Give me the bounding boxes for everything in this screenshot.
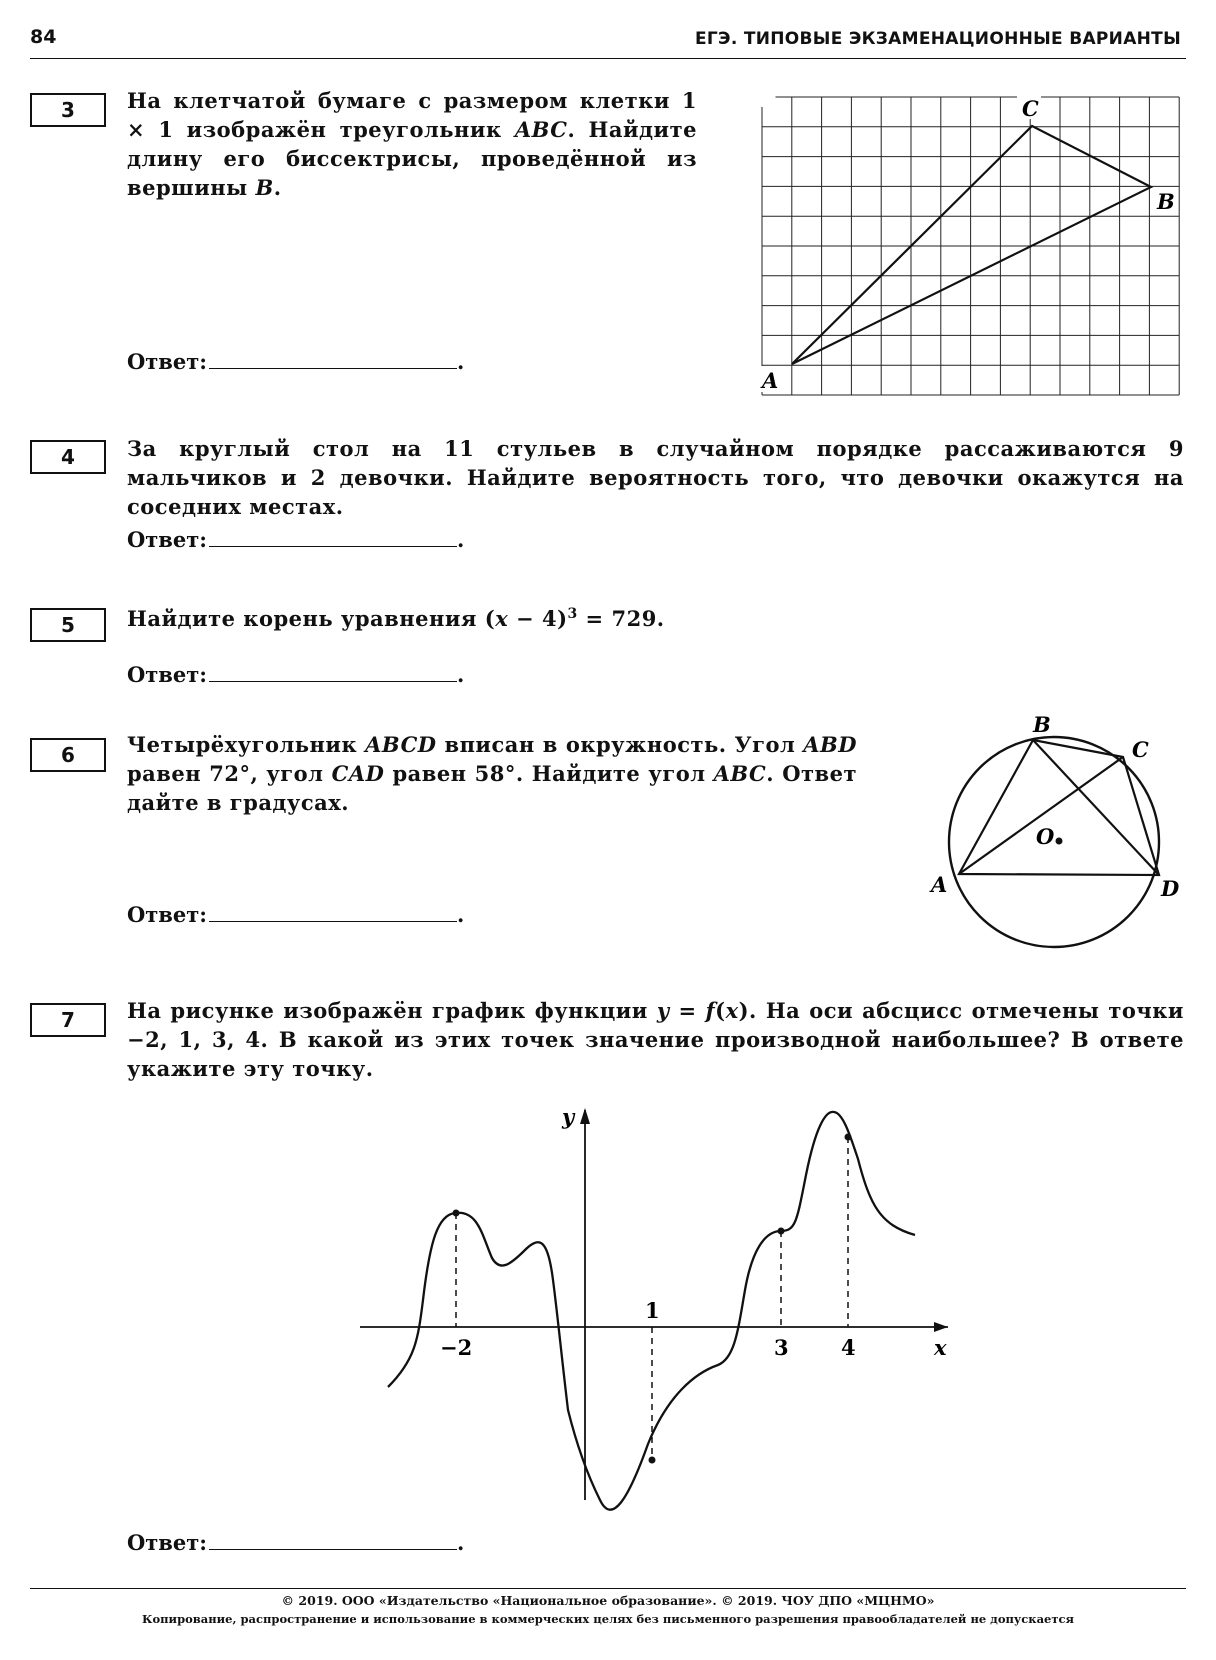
footer-notice: Копирование, распространение и использование в коммерческих целях без письменного разрешения правообладателей не допускается	[141, 1612, 1074, 1626]
task-7-text: На рисунке изображён график функции y = f(x). На оси абсцисс отмечены точки −2, 1, 3, 4. В какой из этих точек значение производной наибольшее? В ответе укажите эту точку.	[127, 998, 1185, 1081]
task-4-text: За круглый стол на 11 стульев в случайном порядке рассаживаются 9 мальчиков и 2 девочки. Найдите вероятность того, что девочки окажутся на соседних местах.	[127, 436, 1184, 519]
task-3-number: 3	[30, 93, 106, 127]
x-axis-arrow	[934, 1322, 948, 1332]
tick-label-3: 3	[774, 1335, 789, 1360]
task-5-number: 5	[30, 608, 106, 642]
point-minus-2	[453, 1210, 460, 1217]
point-1	[649, 1457, 656, 1464]
vertex-c-label: C	[1022, 96, 1039, 121]
task-7-answer[interactable]: Ответ: .	[127, 1530, 465, 1555]
task-6-answer[interactable]: Ответ: .	[127, 902, 465, 927]
page-header-title: ЕГЭ. ТИПОВЫЕ ЭКЗАМЕНАЦИОННЫЕ ВАРИАНТЫ	[695, 29, 1181, 49]
vertex-c-label: C	[1132, 737, 1149, 762]
tick-label-minus-2: −2	[440, 1335, 473, 1360]
y-axis-label: y	[562, 1104, 575, 1129]
vertex-a-label: A	[931, 872, 948, 897]
task-4-number: 4	[30, 440, 106, 474]
footer-copyright: © 2019. ООО «Издательство «Национальное образование». © 2019. ЧОУ ДПО «МЦНМО»	[281, 1593, 935, 1608]
tick-label-1: 1	[645, 1298, 660, 1323]
y-axis-arrow	[580, 1108, 590, 1124]
point-4	[845, 1134, 852, 1141]
task-5-answer[interactable]: Ответ: .	[127, 662, 465, 687]
vertex-b-label: B	[1033, 712, 1051, 737]
page-number: 84	[30, 26, 57, 48]
task-6-number: 6	[30, 738, 106, 772]
vertex-d-label: D	[1161, 876, 1180, 901]
task-5-text: Найдите корень уравнения $(x - 4)^3 = 729$.	[127, 606, 665, 631]
point-3	[778, 1228, 785, 1235]
task-3-text: На клетчатой бумаге с размером клетки 1 × 1 изображён треугольник ABC. Найдите длину его биссектрисы, проведённой из вершины B.	[127, 88, 697, 200]
task-4-answer[interactable]: Ответ: .	[127, 527, 465, 552]
x-axis-label: x	[934, 1335, 947, 1360]
center-o-label: O	[1036, 824, 1055, 849]
task-6-text: Четырёхугольник ABCD вписан в окружность. Угол ABD равен 72°, угол CAD равен 58°. Найдите угол ABC. Ответ дайте в градусах.	[127, 732, 858, 815]
vertex-b-label: B	[1157, 189, 1175, 214]
vertex-a-label: A	[762, 368, 779, 393]
tick-label-4: 4	[841, 1335, 856, 1360]
task-7-number: 7	[30, 1003, 106, 1037]
task-3-answer[interactable]: Ответ: .	[127, 349, 465, 374]
footer-divider	[30, 1588, 1186, 1589]
